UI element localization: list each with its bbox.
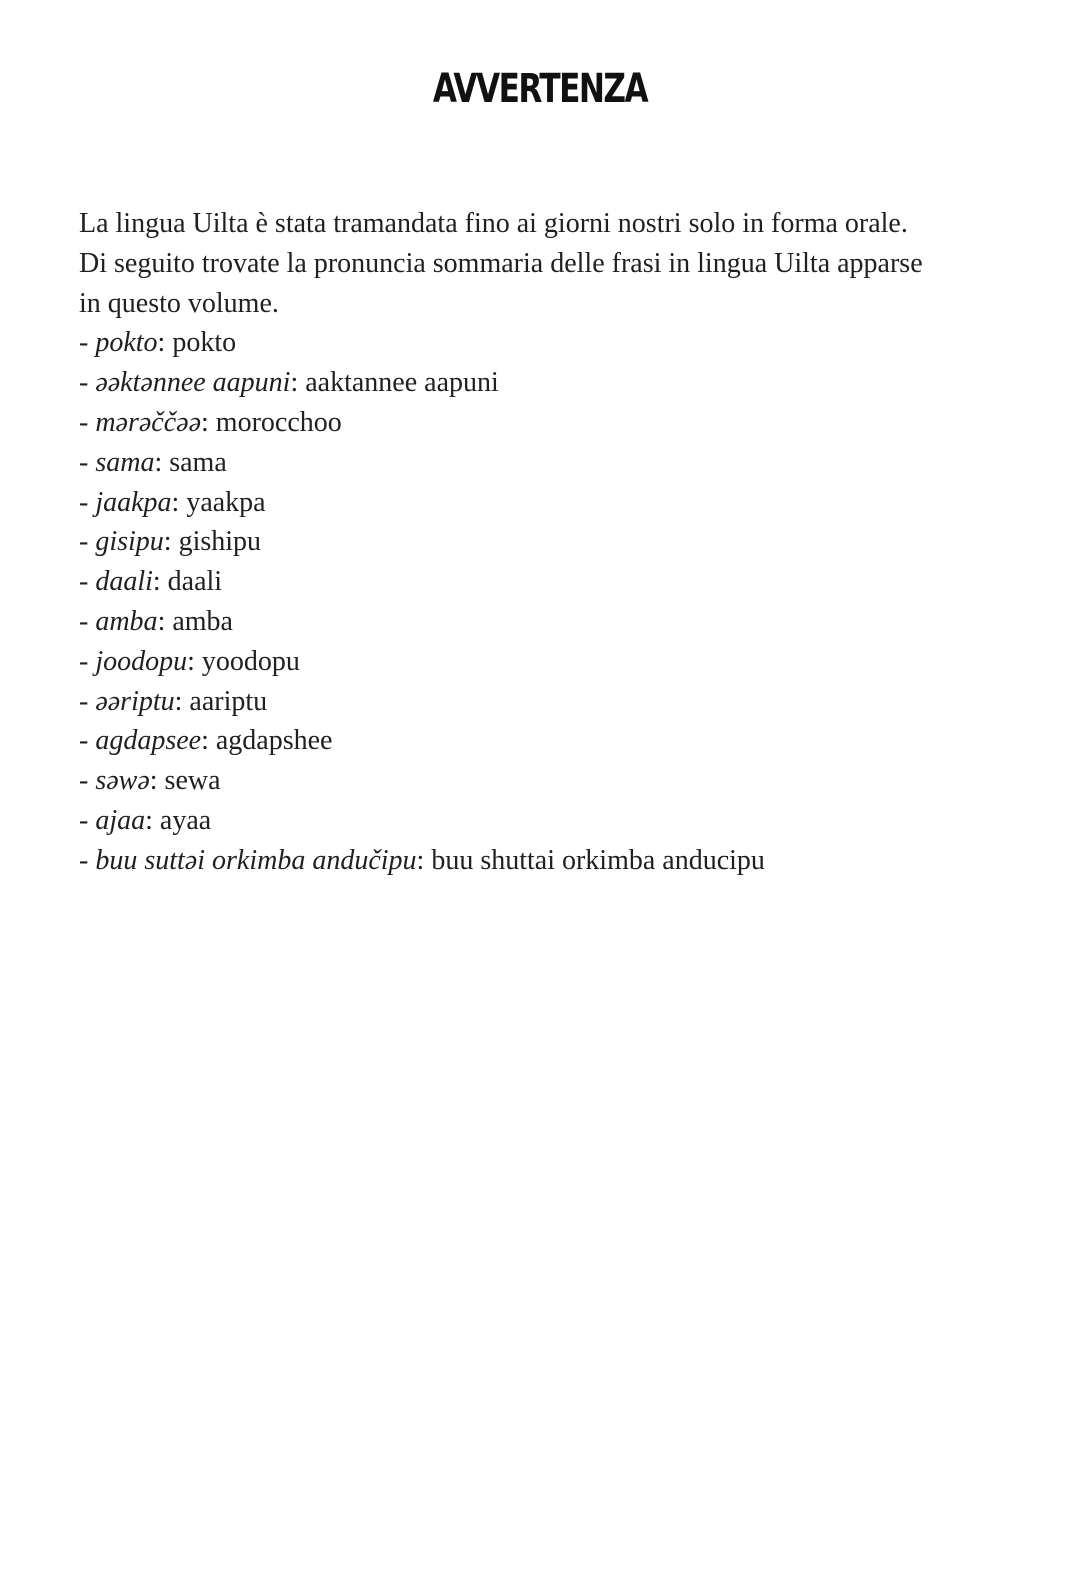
glossary-entry: - sama: sama: [79, 446, 227, 478]
glossary-entry: - jaakpa: yaakpa: [79, 486, 266, 518]
pronunciation: yaakpa: [186, 486, 266, 518]
glossary-entry: - əəktənnee aapuni: aaktannee aapuni: [79, 367, 499, 399]
uilta-term: buu suttəi orkimba andučipu: [95, 844, 417, 876]
intro-line: Di seguito trovate la pronuncia sommaria delle frasi in lingua Uilta apparse: [79, 247, 923, 279]
pronunciation: ayaa: [159, 804, 212, 836]
uilta-term: pokto: [95, 327, 158, 359]
uilta-term: sama: [95, 446, 155, 478]
glossary-entry: - joodopu: yoodopu: [79, 645, 300, 677]
intro-line: La lingua Uilta è stata tramandata fino ai giorni nostri solo in forma orale.: [79, 208, 908, 239]
glossary-entry: - gisipu: gishipu: [79, 526, 262, 558]
pronunciation: aariptu: [189, 685, 268, 717]
pronunciation: sewa: [164, 765, 221, 797]
glossary-entry: - mərəččəə: morocchoo: [79, 406, 342, 438]
uilta-term: mərəččəə: [95, 406, 202, 438]
pronunciation: yoodopu: [201, 645, 300, 677]
glossary-entry: - agdapsee: agdapshee: [79, 725, 333, 757]
glossary-entry: - əəriptu: aariptu: [79, 685, 268, 717]
uilta-term: gisipu: [95, 526, 164, 558]
pronunciation: morocchoo: [215, 406, 342, 438]
uilta-term: əəriptu: [95, 685, 175, 717]
pronunciation: buu shuttai orkimba anducipu: [431, 844, 765, 876]
pronunciation: daali: [167, 566, 223, 598]
uilta-term: amba: [95, 605, 158, 637]
uilta-term: jaakpa: [95, 486, 172, 518]
body-text: [79, 204, 999, 881]
glossary-entry: - buu suttəi orkimba andučipu: buu shuttai orkimba anducipu: [79, 844, 765, 876]
glossary-entry: - ajaa: ayaa: [79, 804, 212, 836]
pronunciation: sama: [169, 446, 227, 478]
uilta-term: daali: [95, 566, 153, 598]
uilta-term: ajaa: [95, 804, 146, 836]
uilta-term: səwə: [95, 765, 150, 797]
pronunciation: pokto: [172, 327, 237, 359]
pronunciation: agdapshee: [215, 725, 333, 757]
glossary-entry: - pokto: pokto: [79, 327, 237, 359]
uilta-term: agdapsee: [95, 725, 202, 757]
glossary-entry: - səwə: sewa: [79, 765, 221, 797]
page-title: AVVERTENZA: [432, 66, 648, 112]
uilta-term: joodopu: [95, 645, 188, 677]
intro-line: in questo volume.: [79, 287, 279, 319]
pronunciation: gishipu: [178, 526, 262, 558]
glossary-entry: - amba: amba: [79, 605, 233, 637]
glossary-entry: - daali: daali: [79, 566, 223, 598]
pronunciation: aaktannee aapuni: [305, 367, 499, 399]
pronunciation: amba: [172, 605, 233, 637]
uilta-term: əəktənnee aapuni: [95, 367, 291, 399]
